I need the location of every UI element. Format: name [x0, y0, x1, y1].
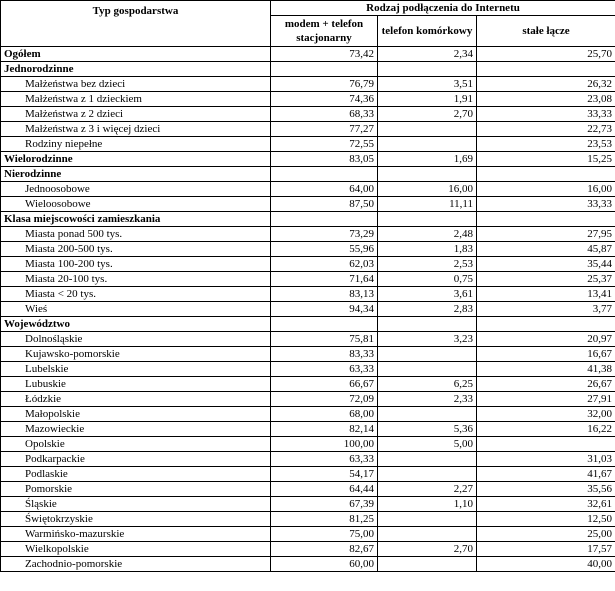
row-label: Małżeństwa z 2 dzieci	[1, 107, 271, 122]
row-label: Miasta 200-500 tys.	[1, 242, 271, 257]
row-label: Wieś	[1, 302, 271, 317]
cell-mobile	[378, 362, 477, 377]
row-label: Świętokrzyskie	[1, 512, 271, 527]
cell-mobile: 16,00	[378, 182, 477, 197]
table-row	[1, 257, 615, 272]
cell-fixed-line: 23,53	[477, 137, 615, 152]
cell-fixed-line	[477, 167, 615, 182]
row-label: Wieloosobowe	[1, 197, 271, 212]
table-row	[1, 317, 615, 332]
cell-modem: 94,34	[271, 302, 378, 317]
row-label: Mazowieckie	[1, 422, 271, 437]
row-label: Ogółem	[1, 47, 271, 62]
table-row	[1, 512, 615, 527]
cell-fixed-line: 35,44	[477, 257, 615, 272]
table-row	[1, 92, 615, 107]
cell-modem: 75,81	[271, 332, 378, 347]
table-row	[1, 197, 615, 212]
cell-modem: 60,00	[271, 557, 378, 572]
cell-mobile	[378, 122, 477, 137]
cell-fixed-line	[477, 62, 615, 77]
cell-mobile: 1,10	[378, 497, 477, 512]
cell-modem: 62,03	[271, 257, 378, 272]
table-row	[1, 167, 615, 182]
table-row	[1, 482, 615, 497]
cell-mobile	[378, 407, 477, 422]
cell-fixed-line: 27,91	[477, 392, 615, 407]
cell-mobile	[378, 452, 477, 467]
row-label: Śląskie	[1, 497, 271, 512]
cell-mobile: 3,51	[378, 77, 477, 92]
row-label: Pomorskie	[1, 482, 271, 497]
row-label: Województwo	[1, 317, 271, 332]
cell-modem: 71,64	[271, 272, 378, 287]
cell-fixed-line: 26,32	[477, 77, 615, 92]
cell-mobile: 5,36	[378, 422, 477, 437]
cell-mobile: 1,91	[378, 92, 477, 107]
cell-modem: 68,33	[271, 107, 378, 122]
row-label: Opolskie	[1, 437, 271, 452]
cell-fixed-line: 20,97	[477, 332, 615, 347]
cell-mobile	[378, 167, 477, 182]
table-row	[1, 77, 615, 92]
cell-modem: 82,14	[271, 422, 378, 437]
cell-mobile	[378, 62, 477, 77]
cell-modem: 72,55	[271, 137, 378, 152]
row-label: Lubuskie	[1, 377, 271, 392]
cell-mobile: 2,27	[378, 482, 477, 497]
cell-mobile: 1,83	[378, 242, 477, 257]
table-header	[1, 1, 615, 47]
row-label: Klasa miejscowości zamieszkania	[1, 212, 271, 227]
cell-fixed-line	[477, 317, 615, 332]
table-row	[1, 452, 615, 467]
table-row	[1, 557, 615, 572]
table-row	[1, 272, 615, 287]
table-row	[1, 347, 615, 362]
cell-modem: 83,33	[271, 347, 378, 362]
table-row	[1, 122, 615, 137]
table-row	[1, 422, 615, 437]
row-label: Miasta < 20 tys.	[1, 287, 271, 302]
table-row	[1, 152, 615, 167]
cell-fixed-line: 41,67	[477, 467, 615, 482]
cell-modem: 83,13	[271, 287, 378, 302]
cell-mobile: 2,70	[378, 107, 477, 122]
column-header-mobile: telefon komórkowy	[378, 16, 477, 47]
table-row	[1, 527, 615, 542]
cell-fixed-line: 41,38	[477, 362, 615, 377]
cell-mobile	[378, 347, 477, 362]
cell-mobile	[378, 467, 477, 482]
cell-mobile	[378, 317, 477, 332]
table-row	[1, 107, 615, 122]
cell-modem: 75,00	[271, 527, 378, 542]
table-row	[1, 467, 615, 482]
table-row	[1, 212, 615, 227]
cell-modem: 67,39	[271, 497, 378, 512]
cell-fixed-line: 32,00	[477, 407, 615, 422]
cell-mobile: 2,83	[378, 302, 477, 317]
row-label: Małżeństwa bez dzieci	[1, 77, 271, 92]
cell-fixed-line: 33,33	[477, 107, 615, 122]
table-row	[1, 242, 615, 257]
cell-mobile: 5,00	[378, 437, 477, 452]
cell-mobile: 0,75	[378, 272, 477, 287]
cell-modem: 76,79	[271, 77, 378, 92]
cell-modem: 55,96	[271, 242, 378, 257]
column-group-header-connection-type: Rodzaj podłączenia do Internetu	[271, 1, 615, 16]
row-label: Podkarpackie	[1, 452, 271, 467]
cell-fixed-line: 12,50	[477, 512, 615, 527]
cell-modem: 64,00	[271, 182, 378, 197]
header-row-top	[1, 1, 615, 16]
cell-mobile	[378, 527, 477, 542]
row-label: Małżeństwa z 1 dzieckiem	[1, 92, 271, 107]
cell-modem: 81,25	[271, 512, 378, 527]
cell-mobile: 2,70	[378, 542, 477, 557]
row-label: Dolnośląskie	[1, 332, 271, 347]
table-row	[1, 362, 615, 377]
cell-mobile	[378, 557, 477, 572]
cell-modem: 72,09	[271, 392, 378, 407]
row-label: Zachodnio-pomorskie	[1, 557, 271, 572]
column-header-household-type: Typ gospodarstwa	[1, 1, 271, 47]
table-row	[1, 407, 615, 422]
row-label: Jednoosobowe	[1, 182, 271, 197]
table-row	[1, 182, 615, 197]
row-label: Lubelskie	[1, 362, 271, 377]
cell-fixed-line: 13,41	[477, 287, 615, 302]
row-label: Łódzkie	[1, 392, 271, 407]
column-header-fixed-line: stałe łącze	[477, 16, 615, 47]
cell-fixed-line: 15,25	[477, 152, 615, 167]
row-label: Rodziny niepełne	[1, 137, 271, 152]
cell-modem: 63,33	[271, 452, 378, 467]
row-label: Małopolskie	[1, 407, 271, 422]
row-label: Miasta 20-100 tys.	[1, 272, 271, 287]
cell-fixed-line: 16,67	[477, 347, 615, 362]
row-label: Miasta 100-200 tys.	[1, 257, 271, 272]
cell-mobile: 6,25	[378, 377, 477, 392]
cell-fixed-line: 23,08	[477, 92, 615, 107]
cell-mobile: 3,61	[378, 287, 477, 302]
cell-modem	[271, 317, 378, 332]
cell-modem: 73,29	[271, 227, 378, 242]
cell-fixed-line: 25,00	[477, 527, 615, 542]
row-label: Podlaskie	[1, 467, 271, 482]
cell-modem: 83,05	[271, 152, 378, 167]
row-label: Kujawsko-pomorskie	[1, 347, 271, 362]
cell-fixed-line: 45,87	[477, 242, 615, 257]
cell-modem: 63,33	[271, 362, 378, 377]
row-label: Małżeństwa z 3 i więcej dzieci	[1, 122, 271, 137]
table-row	[1, 497, 615, 512]
cell-modem: 73,42	[271, 47, 378, 62]
cell-modem	[271, 167, 378, 182]
table-row	[1, 392, 615, 407]
cell-fixed-line: 26,67	[477, 377, 615, 392]
cell-fixed-line: 25,70	[477, 47, 615, 62]
row-label: Miasta ponad 500 tys.	[1, 227, 271, 242]
cell-modem: 77,27	[271, 122, 378, 137]
cell-fixed-line: 25,37	[477, 272, 615, 287]
cell-fixed-line: 40,00	[477, 557, 615, 572]
table-row	[1, 227, 615, 242]
cell-fixed-line: 32,61	[477, 497, 615, 512]
cell-mobile: 2,53	[378, 257, 477, 272]
cell-fixed-line	[477, 437, 615, 452]
row-label: Nierodzinne	[1, 167, 271, 182]
cell-fixed-line: 3,77	[477, 302, 615, 317]
cell-modem: 64,44	[271, 482, 378, 497]
table-row	[1, 62, 615, 77]
cell-fixed-line: 16,22	[477, 422, 615, 437]
row-label: Warmińsko-mazurskie	[1, 527, 271, 542]
table-body	[1, 47, 615, 572]
cell-fixed-line: 17,57	[477, 542, 615, 557]
cell-fixed-line: 31,03	[477, 452, 615, 467]
table-row	[1, 437, 615, 452]
cell-modem: 54,17	[271, 467, 378, 482]
cell-modem: 87,50	[271, 197, 378, 212]
cell-modem: 82,67	[271, 542, 378, 557]
table-row	[1, 302, 615, 317]
cell-fixed-line: 16,00	[477, 182, 615, 197]
row-label: Wielkopolskie	[1, 542, 271, 557]
cell-mobile	[378, 137, 477, 152]
table-row	[1, 137, 615, 152]
cell-fixed-line: 35,56	[477, 482, 615, 497]
cell-mobile	[378, 212, 477, 227]
row-label: Jednorodzinne	[1, 62, 271, 77]
row-label: Wielorodzinne	[1, 152, 271, 167]
cell-mobile: 11,11	[378, 197, 477, 212]
cell-fixed-line: 33,33	[477, 197, 615, 212]
table-row	[1, 47, 615, 62]
cell-mobile: 2,48	[378, 227, 477, 242]
cell-mobile	[378, 512, 477, 527]
column-header-modem: modem + telefon stacjonarny	[271, 16, 378, 47]
cell-modem: 100,00	[271, 437, 378, 452]
cell-modem: 68,00	[271, 407, 378, 422]
table-row	[1, 287, 615, 302]
table-row	[1, 332, 615, 347]
cell-mobile: 2,34	[378, 47, 477, 62]
cell-mobile: 3,23	[378, 332, 477, 347]
cell-modem	[271, 212, 378, 227]
cell-mobile: 2,33	[378, 392, 477, 407]
cell-fixed-line: 27,95	[477, 227, 615, 242]
cell-mobile: 1,69	[378, 152, 477, 167]
cell-modem: 74,36	[271, 92, 378, 107]
table-row	[1, 542, 615, 557]
cell-fixed-line	[477, 212, 615, 227]
cell-modem	[271, 62, 378, 77]
cell-modem: 66,67	[271, 377, 378, 392]
cell-fixed-line: 22,73	[477, 122, 615, 137]
table-row	[1, 377, 615, 392]
